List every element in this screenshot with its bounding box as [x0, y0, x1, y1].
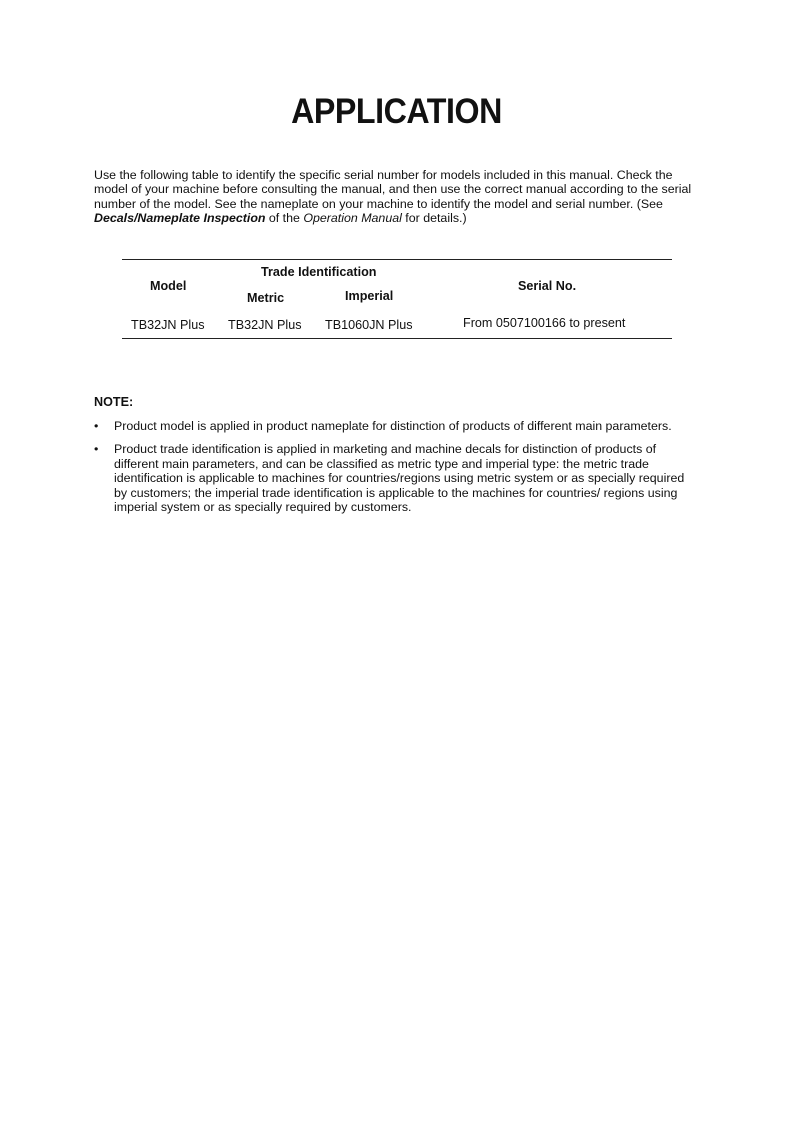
note-list	[94, 419, 700, 523]
note-item-text: Product model is applied in product nameplate for distinction of products of different main parameters.	[114, 419, 672, 433]
note-item-text: Product trade identification is applied in marketing and machine decals for distinction of products of different main parameters, and can be classified as metric type and imperial type: the metric trade identification is applicable to machines for countries/regions using metric system or as specially required by customers; the imperial trade identification is applicable to the machines for countries/ regions using imperial system or as specially required by customers.	[114, 442, 685, 515]
serial-number-table	[122, 259, 672, 339]
intro-text-connector: of the	[265, 211, 304, 226]
header-imperial: Imperial	[345, 289, 394, 303]
bullet-icon: •	[94, 419, 99, 433]
header-trade-identification: Trade Identification	[261, 265, 377, 279]
header-serial-no: Serial No.	[518, 279, 577, 293]
note-title: NOTE:	[94, 395, 134, 409]
note-item	[94, 419, 700, 433]
table-cell-imperial: TB1060JN Plus	[325, 318, 413, 332]
table-cell-serial-no: From 0507100166 to present	[463, 316, 626, 330]
header-model: Model	[150, 279, 187, 293]
note-item	[94, 442, 700, 514]
operation-manual-reference: Operation Manual	[303, 211, 402, 226]
header-metric: Metric	[247, 291, 285, 305]
bullet-icon: •	[94, 442, 99, 457]
decals-nameplate-reference: Decals/Nameplate Inspection	[94, 211, 266, 226]
intro-paragraph	[94, 168, 700, 226]
page-title: APPLICATION	[291, 92, 502, 131]
intro-text-end: for details.)	[401, 211, 467, 226]
intro-text: Use the following table to identify the specific serial number for models included in this manual. Check the model of your machine before consulting the manual, and then use the correct manual according to the serial number of the model. See the nameplate on your machine to identify the model and serial number. (See	[94, 168, 692, 211]
table-cell-model: TB32JN Plus	[131, 318, 205, 332]
table-cell-metric: TB32JN Plus	[228, 318, 302, 332]
